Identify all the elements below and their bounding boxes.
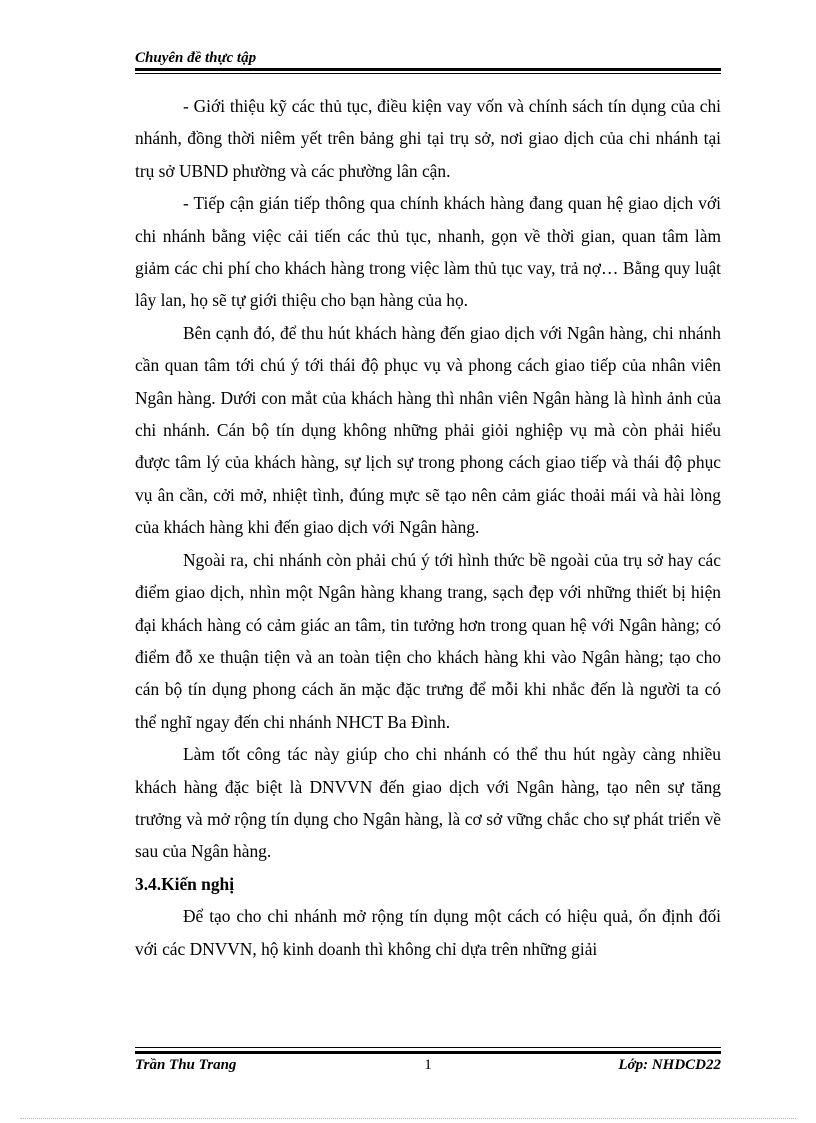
footer-author: Trần Thu Trang (135, 1057, 237, 1073)
page-footer (135, 1057, 721, 1077)
footer-class-name: Lớp: NHDCD22 (618, 1057, 721, 1073)
running-header-title: Chuyên đề thực tập (135, 50, 257, 66)
body-paragraph: Bên cạnh đó, để thu hút khách hàng đến giao dịch với Ngân hàng, chi nhánh cần quan tâm tới chú ý tới thái độ phục vụ và phong cách giao tiếp của nhân viên Ngân hàng. Dưới con mắt của khách hàng thì nhân viên Ngân hàng là hình ảnh của chi nhánh. Cán bộ tín dụng không những phải giỏi nghiệp vụ mà còn phải hiểu được tâm lý của khách hàng, sự lịch sự trong phong cách giao tiếp và thái độ phục vụ ân cần, cởi mở, nhiệt tình, đúng mực sẽ tạo nên cảm giác thoải mái và hài lòng của khách hàng khi đến giao dịch với Ngân hàng. (135, 322, 721, 538)
body-paragraph: Để tạo cho chi nhánh mở rộng tín dụng một cách có hiệu quả, ổn định đối với các DNVVN, hộ kinh doanh thì không chỉ dựa trên những giải (135, 906, 721, 959)
page-number: 1 (424, 1057, 432, 1073)
document-body (135, 90, 721, 965)
page-bottom-border (20, 1118, 796, 1119)
footer-rule-thin (135, 1047, 721, 1048)
footer-rule-thick (135, 1051, 721, 1054)
body-paragraph: - Giới thiệu kỹ các thủ tục, điều kiện vay vốn và chính sách tín dụng của chi nhánh, đồng thời niêm yết trên bảng ghi tại trụ sở, nơi giao dịch của chi nhánh tại trụ sở UBND phường và các phường lân cận. (135, 96, 721, 181)
header-rule-thick (135, 68, 721, 71)
body-paragraph: Làm tốt công tác này giúp cho chi nhánh có thể thu hút ngày càng nhiều khách hàng đặc biệt là DNVVN đến giao dịch với Ngân hàng, tạo nên sự tăng trưởng và mở rộng tín dụng cho Ngân hàng, là cơ sở vững chắc cho sự phát triển về sau của Ngân hàng. (135, 744, 721, 862)
header-rule-thin (135, 73, 721, 74)
body-paragraph: Ngoài ra, chi nhánh còn phải chú ý tới hình thức bề ngoài của trụ sở hay các điểm giao dịch, nhìn một Ngân hàng khang trang, sạch đẹp với những thiết bị hiện đại khách hàng có cảm giác an tâm, tin tưởng hơn trong quan hệ với Ngân hàng; có điểm đỗ xe thuận tiện và an toàn tiện cho khách hàng khi vào Ngân hàng; tạo cho cán bộ tín dụng phong cách ăn mặc đặc trưng để mỗi khi nhắc đến là người ta có thể nghĩ ngay đến chi nhánh NHCT Ba Đình. (135, 549, 721, 732)
section-heading: 3.4.Kiến nghị (135, 873, 235, 894)
body-paragraph: - Tiếp cận gián tiếp thông qua chính khách hàng đang quan hệ giao dịch với chi nhánh bằng việc cải tiến các thủ tục, nhanh, gọn về thời gian, quan tâm làm giảm các chi phí cho khách hàng trong việc làm thủ tục vay, trả nợ… Bằng quy luật lây lan, họ sẽ tự giới thiệu cho bạn hàng của họ. (135, 193, 721, 311)
